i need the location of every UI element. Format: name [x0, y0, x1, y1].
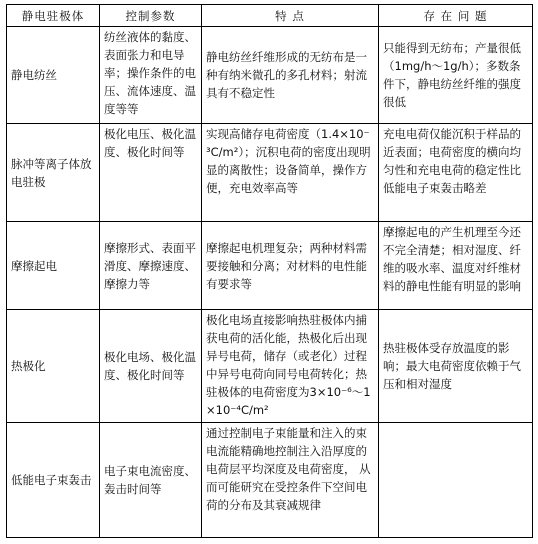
table-row: [7, 310, 533, 423]
electret-comparison-table: [6, 4, 533, 538]
method-cell: 热极化: [7, 310, 100, 423]
feature-cell: 极化电场直接影响热驻极体内捕获电荷的活化能，热极化后出现异号电荷，储存（或老化）过程中异号电荷向同号电荷转化；热驻极体的电荷密度为3×10⁻⁶～1×10⁻⁴C/m²: [202, 310, 379, 423]
params-cell: 电子束电流密度、轰击时间等: [100, 423, 202, 538]
params-cell: 摩擦形式、表面平滑度、摩擦速度、 摩擦力等: [100, 222, 202, 310]
method-cell: 脉冲等离子体放电驻极: [7, 124, 100, 222]
params-cell: 极化电压、极化温度、极化时间等: [100, 124, 202, 222]
feature-cell: 静电纺丝纤维形成的无纺布是一种有纳米微孔的多孔材料；射流具有不稳定性: [202, 27, 379, 124]
problem-cell: [379, 423, 533, 538]
table-row: [7, 27, 533, 124]
method-cell: 静电纺丝: [7, 27, 100, 124]
header-method: 静电驻极体: [7, 5, 100, 27]
method-cell: 摩擦起电: [7, 222, 100, 310]
table-row: [7, 124, 533, 222]
header-feature: 特 点: [202, 5, 379, 27]
method-cell: 低能电子束轰击: [7, 423, 100, 538]
feature-cell: 通过控制电子束能量和注入的束电流能精确地控制注入沿厚度的电荷层平均深度及电荷密度， 从而可能研究在受控条件下空间电荷的分布及其衰减规律: [202, 423, 379, 538]
header-row: [7, 5, 533, 27]
table-row: [7, 423, 533, 538]
problem-cell: 只能得到无纺布；产量很低（1mg/h～1g/h）；多数条件下，静电纺丝纤维的强度很低: [379, 27, 533, 124]
header-params: 控制参数: [100, 5, 202, 27]
problem-cell: 热驻极体受存放温度的影响；最大电荷密度依赖于气压和相对湿度: [379, 310, 533, 423]
params-cell: 极化电场、极化温度、极化时间等: [100, 310, 202, 423]
feature-cell: 实现高储存电荷密度（1.4×10⁻³C/m²）；沉积电荷的密度出现明显的离散性；设备简单，操作方便，充电效率高等: [202, 124, 379, 222]
problem-cell: 摩擦起电的产生机理至今还不完全清楚；相对湿度、纤维的吸水率、温度对纤维材料的静电性能有明显的影响: [379, 222, 533, 310]
params-cell: 纺丝液体的黏度、表面张力和电导率；操作条件的电压、流体速度、温度等等: [100, 27, 202, 124]
problem-cell: 充电电荷仅能沉积于样品的近表面；电荷密度的横向均匀性和充电电荷的稳定性比低能电子束轰击略差: [379, 124, 533, 222]
table-row: [7, 222, 533, 310]
feature-cell: 摩擦起电机理复杂；两种材料需要接触和分离；对材料的电性能有要求等: [202, 222, 379, 310]
header-problem: 存 在 问 题: [379, 5, 533, 27]
